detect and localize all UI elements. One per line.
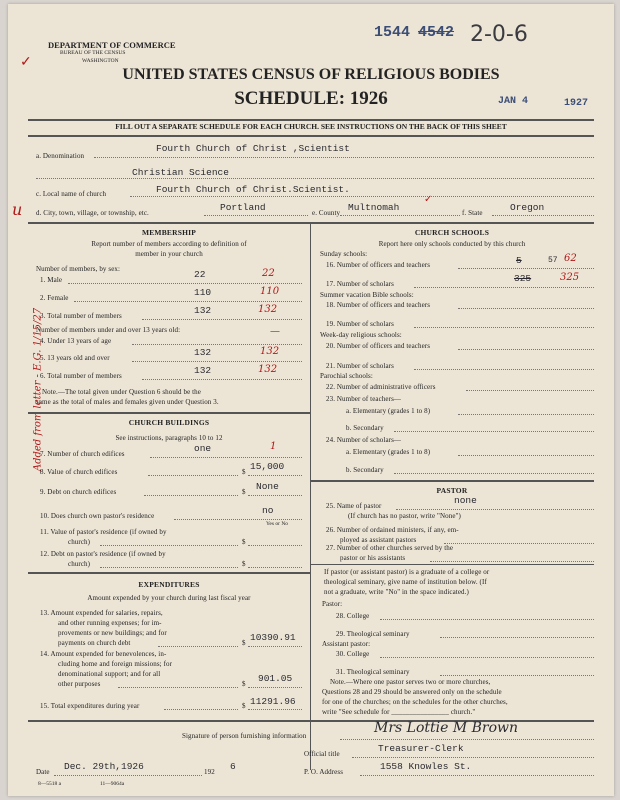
- county-label: e. County: [312, 209, 341, 217]
- q3-label: 3. Total number of members: [40, 312, 122, 320]
- q11-label-2: church): [68, 538, 91, 546]
- q8-value: 15,000: [250, 461, 285, 472]
- state-label: f. State: [462, 209, 483, 217]
- pastor-note-3: for one of the churches; on the schedules for the other churches,: [322, 698, 508, 706]
- q31-label: 31. Theological seminary: [336, 668, 410, 676]
- received-year-stamp: 1927: [564, 98, 589, 109]
- q16-value-2: 57: [548, 256, 558, 265]
- denomination-value-2: Christian Science: [132, 167, 229, 178]
- margin-mark: u: [12, 200, 23, 219]
- q3-correction: 132: [258, 304, 278, 315]
- check-mark-icon: ✓: [424, 194, 433, 205]
- buildings-sub: See instructions, paragraphs 10 to 12: [115, 434, 223, 442]
- q24a-label: a. Elementary (grades 1 to 8): [346, 448, 431, 456]
- q13-dollar: $: [242, 639, 246, 647]
- expenditures-sub: Amount expended by your church during last fiscal year: [87, 594, 251, 602]
- q1-correction: 22: [262, 268, 275, 279]
- q11-dollar: $: [242, 538, 246, 546]
- q13-value: 10390.91: [250, 632, 296, 643]
- q22-label: 22. Number of administrative officers: [326, 383, 436, 391]
- q12-label-2: church): [68, 560, 91, 568]
- city-name: WASHINGTON: [82, 58, 119, 64]
- weekday-schools: Week-day religious schools:: [320, 331, 402, 339]
- q16-value: 5: [516, 255, 522, 266]
- q14-label-4: other purposes: [58, 680, 101, 688]
- membership-note-2: same as the total of males and females given under Question 3.: [36, 398, 219, 406]
- q5-label: 5. 13 years old and over: [40, 354, 110, 362]
- sunday-schools: Sunday schools:: [320, 250, 368, 258]
- date-value: Dec. 29th,1926: [64, 761, 144, 772]
- signature: Mrs Lottie M Brown: [374, 720, 519, 736]
- year-digit: 6: [230, 761, 236, 772]
- q14-dollar: $: [242, 680, 246, 688]
- membership-heading: MEMBERSHIP: [141, 228, 197, 237]
- census-schedule-page: [8, 4, 614, 796]
- q10-value: no: [262, 505, 274, 516]
- q26-label: 26. Number of ordained ministers, if any, em-: [326, 526, 459, 534]
- instruction-banner: FILL OUT A SEPARATE SCHEDULE FOR EACH CHURCH. SEE INSTRUCTIONS ON THE BACK OF THIS SHEET: [115, 122, 507, 131]
- q23a-label: a. Elementary (grades 1 to 8): [346, 407, 431, 415]
- vacation-schools: Summer vacation Bible schools:: [320, 291, 414, 299]
- expenditures-heading: EXPENDITURES: [138, 580, 200, 589]
- po-address-value: 1558 Knowles St.: [380, 761, 472, 772]
- membership-sub: Report number of members according to definition of: [91, 240, 247, 248]
- margin-note: Added from letter - E.G. 1/15/27: [32, 307, 44, 472]
- official-title-value: Treasurer-Clerk: [378, 743, 464, 754]
- local-name-label: c. Local name of church: [36, 190, 107, 198]
- struck-schedule-number: 4542: [418, 24, 455, 41]
- schools-heading: CHURCH SCHOOLS: [414, 228, 490, 237]
- q9-dollar: $: [242, 488, 246, 496]
- bureau-name: BUREAU OF THE CENSUS: [60, 50, 126, 56]
- q1-value: 22: [194, 269, 206, 280]
- pastor-sub-label: Pastor:: [322, 600, 343, 608]
- yes-no-hint: Yes or No: [266, 521, 289, 527]
- form-title: UNITED STATES CENSUS OF RELIGIOUS BODIES: [122, 66, 500, 83]
- q7-value: one: [194, 443, 212, 454]
- q13-label-3: provements or new buildings; and for: [58, 629, 167, 637]
- q25-label: 25. Name of pastor: [326, 502, 382, 510]
- q13-label-4: payments on church debt: [58, 639, 131, 647]
- q23-label: 23. Number of teachers—: [326, 395, 401, 403]
- q16-label: 16. Number of officers and teachers: [326, 261, 431, 269]
- q26-label-2: ployed as assistant pastors: [340, 536, 417, 544]
- membership-sub-2: member in your church: [135, 250, 203, 258]
- pastor-heading: PASTOR: [436, 486, 468, 495]
- q3-value: 132: [194, 305, 212, 316]
- q18-label: 18. Number of officers and teachers: [326, 301, 431, 309]
- graduate-instructions-3: not a graduate, write "No" in the space indicated.): [324, 588, 469, 596]
- print-code: 11—9064a: [100, 781, 125, 787]
- q8-dollar: $: [242, 468, 246, 476]
- state-value: Oregon: [510, 202, 545, 213]
- form-code: 8—5518 a: [38, 781, 62, 787]
- q14-label-3: denominational support; and for all: [58, 670, 161, 678]
- q21-label: 21. Number of scholars: [326, 362, 394, 370]
- pastor-note-4: write "See schedule for ________________ church.": [322, 708, 476, 716]
- q2-value: 110: [194, 287, 212, 298]
- q23b-label: b. Secondary: [346, 424, 384, 432]
- q24b-label: b. Secondary: [346, 466, 384, 474]
- q20-label: 20. Number of officers and teachers: [326, 342, 431, 350]
- q13-label: 13. Amount expended for salaries, repairs,: [40, 609, 163, 617]
- q12-dollar: $: [242, 560, 246, 568]
- q17-correction: 325: [560, 272, 580, 283]
- q14-label-2: cluding home and foreign missions; for: [58, 660, 173, 668]
- county-value: Multnomah: [348, 202, 400, 213]
- q16-correction: 62: [564, 253, 577, 264]
- q4-label: 4. Under 13 years of age: [40, 337, 112, 345]
- buildings-heading: CHURCH BUILDINGS: [128, 418, 210, 427]
- q10-label: 10. Does church own pastor's residence: [40, 512, 155, 520]
- signature-label: Signature of person furnishing information: [182, 732, 307, 740]
- received-date-stamp: JAN 4: [498, 96, 529, 107]
- schedule-number-stamp: 1544: [374, 24, 411, 41]
- q15-value: 11291.96: [250, 696, 296, 707]
- membership-note: Note.—The total given under Question 6 should be the: [42, 388, 201, 396]
- q6-value: 132: [194, 365, 212, 376]
- q6-label: 6. Total number of members: [40, 372, 122, 380]
- q25-value: none: [454, 495, 477, 506]
- denomination-label: a. Denomination: [36, 152, 85, 160]
- q29-label: 29. Theological seminary: [336, 630, 410, 638]
- q4-correction: —: [270, 326, 280, 337]
- q28-label: 28. College: [336, 612, 370, 620]
- q9-label: 9. Debt on church edifices: [40, 488, 117, 496]
- q7-correction: 1: [270, 441, 277, 452]
- members-by-sex: Number of members, by sex:: [36, 265, 121, 273]
- q17-label: 17. Number of scholars: [326, 280, 394, 288]
- q27-label: 27. Number of other churches served by the: [326, 544, 454, 552]
- po-address-label: P. O. Address: [304, 768, 344, 776]
- q8-label: 8. Value of church edifices: [40, 468, 118, 476]
- q1-label: 1. Male: [40, 276, 63, 284]
- q13-label-2: and other running expenses; for im-: [58, 619, 162, 627]
- q14-label: 14. Amount expended for benevolences, in-: [40, 650, 167, 658]
- denomination-value: Fourth Church of Christ ,Scientist: [156, 143, 350, 154]
- q27-label-2: pastor or his assistants: [340, 554, 406, 562]
- official-title-label: Official title: [304, 750, 340, 758]
- year-prefix: 192: [204, 768, 215, 776]
- city-label: d. City, town, village, or township, etc.: [36, 209, 149, 217]
- q9-value: None: [256, 481, 279, 492]
- q24-label: 24. Number of scholars—: [326, 436, 402, 444]
- q19-label: 19. Number of scholars: [326, 320, 394, 328]
- q6-correction: 132: [258, 364, 278, 375]
- q14-value: 901.05: [258, 673, 293, 684]
- q12-label: 12. Debt on pastor's residence (if owned by: [40, 550, 166, 558]
- q2-label: 2. Female: [40, 294, 69, 302]
- members-by-age: Number of members under and over 13 years old:: [36, 326, 181, 334]
- q11-label: 11. Value of pastor's residence (if owned by: [40, 528, 167, 536]
- q17-value: 325: [514, 273, 532, 284]
- department-name: DEPARTMENT OF COMMERCE: [48, 40, 176, 50]
- assistant-pastor-label: Assistant pastor:: [322, 640, 371, 648]
- date-label: Date: [36, 768, 50, 776]
- handwritten-code: 2-0-6: [470, 22, 528, 47]
- form-subtitle: SCHEDULE: 1926: [234, 88, 388, 109]
- pastor-note: Note.—Where one pastor serves two or more churches,: [330, 678, 491, 686]
- q30-label: 30. College: [336, 650, 370, 658]
- q15-label: 15. Total expenditures during year: [40, 702, 140, 710]
- check-mark-icon: ✓: [20, 55, 32, 70]
- q25-note: (If church has no pastor, write "None"): [348, 512, 461, 520]
- pastor-note-2: Questions 28 and 29 should be answered only on the schedule: [322, 688, 502, 696]
- local-name-value: Fourth Church of Christ.Scientist.: [156, 184, 350, 195]
- q7-label: 7. Number of church edifices: [40, 450, 125, 458]
- q5-correction: 132: [260, 346, 280, 357]
- graduate-instructions-2: theological seminary, give name of institution below. (If: [324, 578, 487, 586]
- q2-correction: 110: [260, 286, 280, 297]
- schools-sub: Report here only schools conducted by this church: [378, 240, 526, 248]
- city-value: Portland: [220, 202, 266, 213]
- q15-dollar: $: [242, 702, 246, 710]
- q5-value: 132: [194, 347, 212, 358]
- graduate-instructions: If pastor (or assistant pastor) is a graduate of a college or: [324, 568, 490, 576]
- parochial-schools: Parochial schools:: [320, 372, 373, 380]
